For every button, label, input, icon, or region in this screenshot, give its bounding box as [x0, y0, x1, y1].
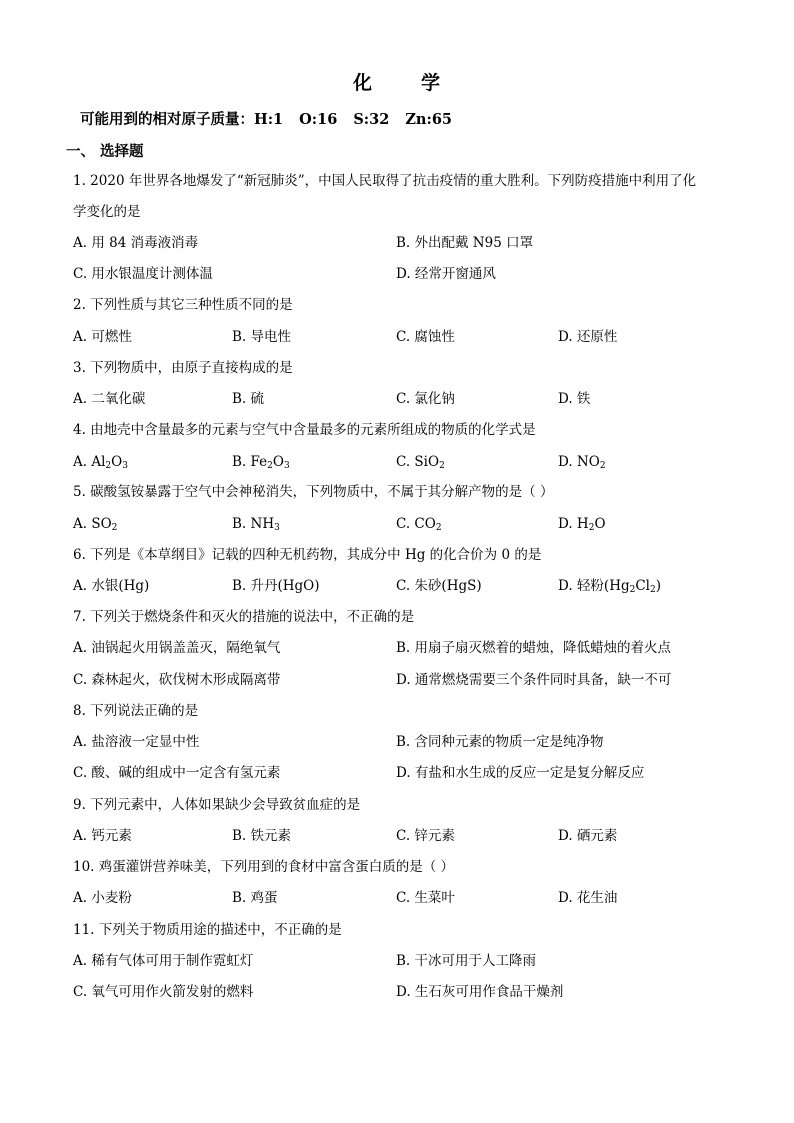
q5-option-b: B. $NH_3$ — [232, 516, 280, 533]
question-3-stem: 3. 下列物质中，由原子直接构成的是 — [73, 360, 293, 376]
q6-option-c: C. 朱砂(HgS) — [396, 578, 482, 594]
q10-option-d: D. 花生油 — [558, 890, 618, 906]
q2-option-a: A. 可燃性 — [73, 329, 132, 345]
q8-option-a: A. 盐溶液一定显中性 — [73, 734, 200, 750]
q9-option-a: A. 钙元素 — [73, 828, 132, 844]
q3-option-a: A. 二氧化碳 — [73, 391, 146, 407]
q4-option-b: B. $Fe_2O_3$ — [232, 454, 290, 471]
question-7-stem: 7. 下列关于燃烧条件和灭火的措施的说法中，不正确的是 — [73, 609, 415, 625]
q3-option-c: C. 氯化钠 — [396, 391, 455, 407]
q10-option-a: A. 小麦粉 — [73, 890, 132, 906]
q7-option-a: A. 油锅起火用锅盖盖灭，隔绝氧气 — [73, 640, 281, 656]
q4-option-a: A. $Al_2O_3$ — [73, 454, 128, 471]
q10-option-b: B. 鸡蛋 — [232, 890, 278, 906]
q8-option-c: C. 酸、碱的组成中一定含有氢元素 — [73, 765, 281, 781]
question-1-stem: 1. 2020 年世界各地爆发了“新冠肺炎”，中国人民取得了抗击疫情的重大胜利。下列防疫措施中利用了化 — [73, 173, 697, 189]
q11-option-a: A. 稀有气体可用于制作霓虹灯 — [73, 953, 254, 969]
question-10-stem: 10. 鸡蛋灌饼营养味美，下列用到的食材中富含蛋白质的是（ ） — [73, 859, 455, 875]
mass-o: O:16 — [299, 111, 338, 128]
q9-option-b: B. 铁元素 — [232, 828, 292, 844]
question-5-stem: 5. 碳酸氢铵暴露于空气中会神秘消失，下列物质中，不属于其分解产物的是（ ） — [73, 484, 554, 500]
q1-option-c: C. 用水银温度计测体温 — [73, 266, 213, 282]
title-right: 学 — [421, 72, 442, 94]
q9-option-d: D. 硒元素 — [558, 828, 618, 844]
mass-s: S:32 — [353, 111, 390, 128]
q9-option-c: C. 锌元素 — [396, 828, 455, 844]
q11-option-c: C. 氧气可用作火箭发射的燃料 — [73, 984, 254, 1000]
q2-option-d: D. 还原性 — [558, 329, 618, 345]
q2-option-c: C. 腐蚀性 — [396, 329, 455, 345]
q1-option-b: B. 外出配戴 N95 口罩 — [396, 235, 534, 251]
page-title — [0, 68, 794, 95]
q6-option-a: A. 水银(Hg) — [73, 578, 150, 594]
q8-option-b: B. 含同种元素的物质一定是纯净物 — [396, 734, 604, 750]
question-6-stem: 6. 下列是《本草纲目》记载的四种无机药物，其成分中 Hg 的化合价为 0 的是 — [73, 547, 542, 563]
q5-option-d: D. $H_2O$ — [558, 516, 606, 533]
q3-option-d: D. 铁 — [558, 391, 591, 407]
q3-option-b: B. 硫 — [232, 391, 265, 407]
question-2-stem: 2. 下列性质与其它三种性质不同的是 — [73, 297, 293, 313]
q7-option-c: C. 森林起火，砍伐树木形成隔离带 — [73, 672, 281, 688]
q5-option-a: A. $SO_2$ — [73, 516, 118, 533]
q7-option-b: B. 用扇子扇灭燃着的蜡烛，降低蜡烛的着火点 — [396, 640, 672, 656]
question-4-stem: 4. 由地壳中含量最多的元素与空气中含量最多的元素所组成的物质的化学式是 — [73, 422, 536, 438]
q4-option-d: D. $NO_2$ — [558, 454, 606, 471]
question-9-stem: 9. 下列元素中，人体如果缺少会导致贫血症的是 — [73, 797, 361, 813]
q6-option-d: D. 轻粉$(Hg_2Cl_2)$ — [558, 578, 662, 595]
title-left: 化 — [352, 72, 373, 94]
atomic-mass-line — [80, 108, 468, 129]
question-8-stem: 8. 下列说法正确的是 — [73, 703, 199, 719]
q2-option-b: B. 导电性 — [232, 329, 292, 345]
q7-option-d: D. 通常燃烧需要三个条件同时具备，缺一不可 — [396, 672, 672, 688]
mass-h: H:1 — [254, 111, 284, 128]
q5-option-c: C. $CO_2$ — [396, 516, 442, 533]
q4-option-c: C. SiO$_2$ — [396, 454, 445, 471]
q1-option-d: D. 经常开窗通风 — [396, 266, 496, 282]
question-11-stem: 11. 下列关于物质用途的描述中，不正确的是 — [73, 922, 342, 938]
mass-zn: Zn:65 — [405, 111, 453, 128]
q11-option-b: B. 干冰可用于人工降雨 — [396, 953, 537, 969]
q8-option-d: D. 有盐和水生成的反应一定是复分解反应 — [396, 765, 645, 781]
atomic-mass-label: 可能用到的相对原子质量： — [80, 111, 254, 128]
q1-option-a: A. 用 84 消毒液消毒 — [73, 235, 199, 251]
section-heading: 一、 选择题 — [66, 143, 144, 160]
q10-option-c: C. 生菜叶 — [396, 890, 455, 906]
q6-option-b: B. 升丹(HgO) — [232, 578, 320, 594]
q11-option-d: D. 生石灰可用作食品干燥剂 — [396, 984, 564, 1000]
question-1-stem-cont: 学变化的是 — [73, 204, 141, 220]
